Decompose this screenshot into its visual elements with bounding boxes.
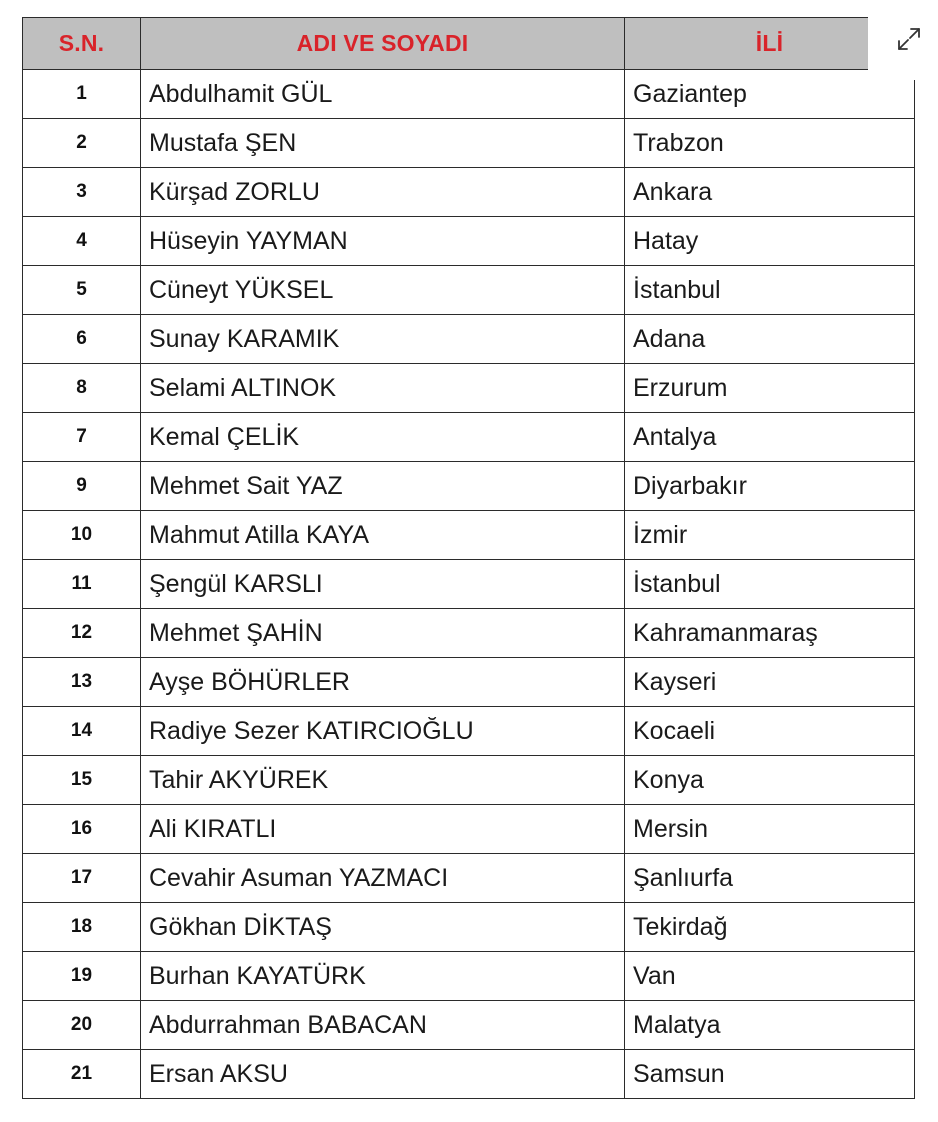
- row-city: Antalya: [625, 413, 915, 462]
- row-city: Kahramanmaraş: [625, 609, 915, 658]
- row-city: Hatay: [625, 217, 915, 266]
- row-city: Tekirdağ: [625, 903, 915, 952]
- row-name: Mehmet Sait YAZ: [141, 462, 625, 511]
- table-row: [23, 266, 915, 315]
- row-number: 20: [23, 1001, 141, 1050]
- table-row: [23, 217, 915, 266]
- row-name: Hüseyin YAYMAN: [141, 217, 625, 266]
- row-name: Sunay KARAMIK: [141, 315, 625, 364]
- table-row: [23, 462, 915, 511]
- row-number: 10: [23, 511, 141, 560]
- table-row: [23, 609, 915, 658]
- row-number: 16: [23, 805, 141, 854]
- table-row: [23, 903, 915, 952]
- row-name: Cevahir Asuman YAZMACI: [141, 854, 625, 903]
- row-number: 4: [23, 217, 141, 266]
- row-number: 15: [23, 756, 141, 805]
- table-row: [23, 1050, 915, 1099]
- table-header: [23, 18, 915, 70]
- roster-table: [22, 17, 915, 1099]
- expand-icon: [896, 26, 922, 52]
- header-row: [23, 18, 915, 70]
- row-number: 17: [23, 854, 141, 903]
- row-name: Şengül KARSLI: [141, 560, 625, 609]
- row-city: Kocaeli: [625, 707, 915, 756]
- table-row: [23, 70, 915, 119]
- row-name: Kürşad ZORLU: [141, 168, 625, 217]
- expand-button[interactable]: [894, 24, 924, 54]
- row-name: Tahir AKYÜREK: [141, 756, 625, 805]
- row-city: Adana: [625, 315, 915, 364]
- row-name: Ali KIRATLI: [141, 805, 625, 854]
- row-number: 1: [23, 70, 141, 119]
- row-city: Trabzon: [625, 119, 915, 168]
- row-name: Mustafa ŞEN: [141, 119, 625, 168]
- row-name: Selami ALTINOK: [141, 364, 625, 413]
- table-row: [23, 1001, 915, 1050]
- row-number: 9: [23, 462, 141, 511]
- row-name: Mahmut Atilla KAYA: [141, 511, 625, 560]
- table-row: [23, 756, 915, 805]
- row-number: 6: [23, 315, 141, 364]
- row-city: İzmir: [625, 511, 915, 560]
- table-body: [23, 70, 915, 1099]
- row-city: Gaziantep: [625, 70, 915, 119]
- row-name: Radiye Sezer KATIRCIOĞLU: [141, 707, 625, 756]
- row-number: 14: [23, 707, 141, 756]
- table-row: [23, 168, 915, 217]
- row-number: 18: [23, 903, 141, 952]
- row-number: 12: [23, 609, 141, 658]
- row-city: İstanbul: [625, 560, 915, 609]
- row-city: İstanbul: [625, 266, 915, 315]
- row-city: Malatya: [625, 1001, 915, 1050]
- header-sn: S.N.: [23, 18, 141, 70]
- row-number: 8: [23, 364, 141, 413]
- table-row: [23, 511, 915, 560]
- header-name: ADI VE SOYADI: [141, 18, 625, 70]
- row-name: Cüneyt YÜKSEL: [141, 266, 625, 315]
- row-name: Abdurrahman BABACAN: [141, 1001, 625, 1050]
- table-row: [23, 560, 915, 609]
- row-city: Ankara: [625, 168, 915, 217]
- row-number: 21: [23, 1050, 141, 1099]
- row-name: Mehmet ŞAHİN: [141, 609, 625, 658]
- row-name: Gökhan DİKTAŞ: [141, 903, 625, 952]
- row-number: 13: [23, 658, 141, 707]
- row-number: 11: [23, 560, 141, 609]
- row-number: 7: [23, 413, 141, 462]
- row-city: Şanlıurfa: [625, 854, 915, 903]
- row-name: Ersan AKSU: [141, 1050, 625, 1099]
- row-city: Samsun: [625, 1050, 915, 1099]
- row-city: Erzurum: [625, 364, 915, 413]
- table-row: [23, 364, 915, 413]
- header-city: İLİ: [625, 18, 915, 70]
- table-row: [23, 805, 915, 854]
- row-name: Burhan KAYATÜRK: [141, 952, 625, 1001]
- row-city: Van: [625, 952, 915, 1001]
- row-name: Abdulhamit GÜL: [141, 70, 625, 119]
- table-row: [23, 707, 915, 756]
- row-number: 5: [23, 266, 141, 315]
- row-name: Kemal ÇELİK: [141, 413, 625, 462]
- row-name: Ayşe BÖHÜRLER: [141, 658, 625, 707]
- table-row: [23, 952, 915, 1001]
- table-row: [23, 315, 915, 364]
- table-row: [23, 119, 915, 168]
- row-number: 19: [23, 952, 141, 1001]
- row-city: Kayseri: [625, 658, 915, 707]
- roster-table-container: [22, 17, 915, 1099]
- row-city: Mersin: [625, 805, 915, 854]
- row-city: Konya: [625, 756, 915, 805]
- table-row: [23, 413, 915, 462]
- table-row: [23, 854, 915, 903]
- row-number: 3: [23, 168, 141, 217]
- row-number: 2: [23, 119, 141, 168]
- table-row: [23, 658, 915, 707]
- row-city: Diyarbakır: [625, 462, 915, 511]
